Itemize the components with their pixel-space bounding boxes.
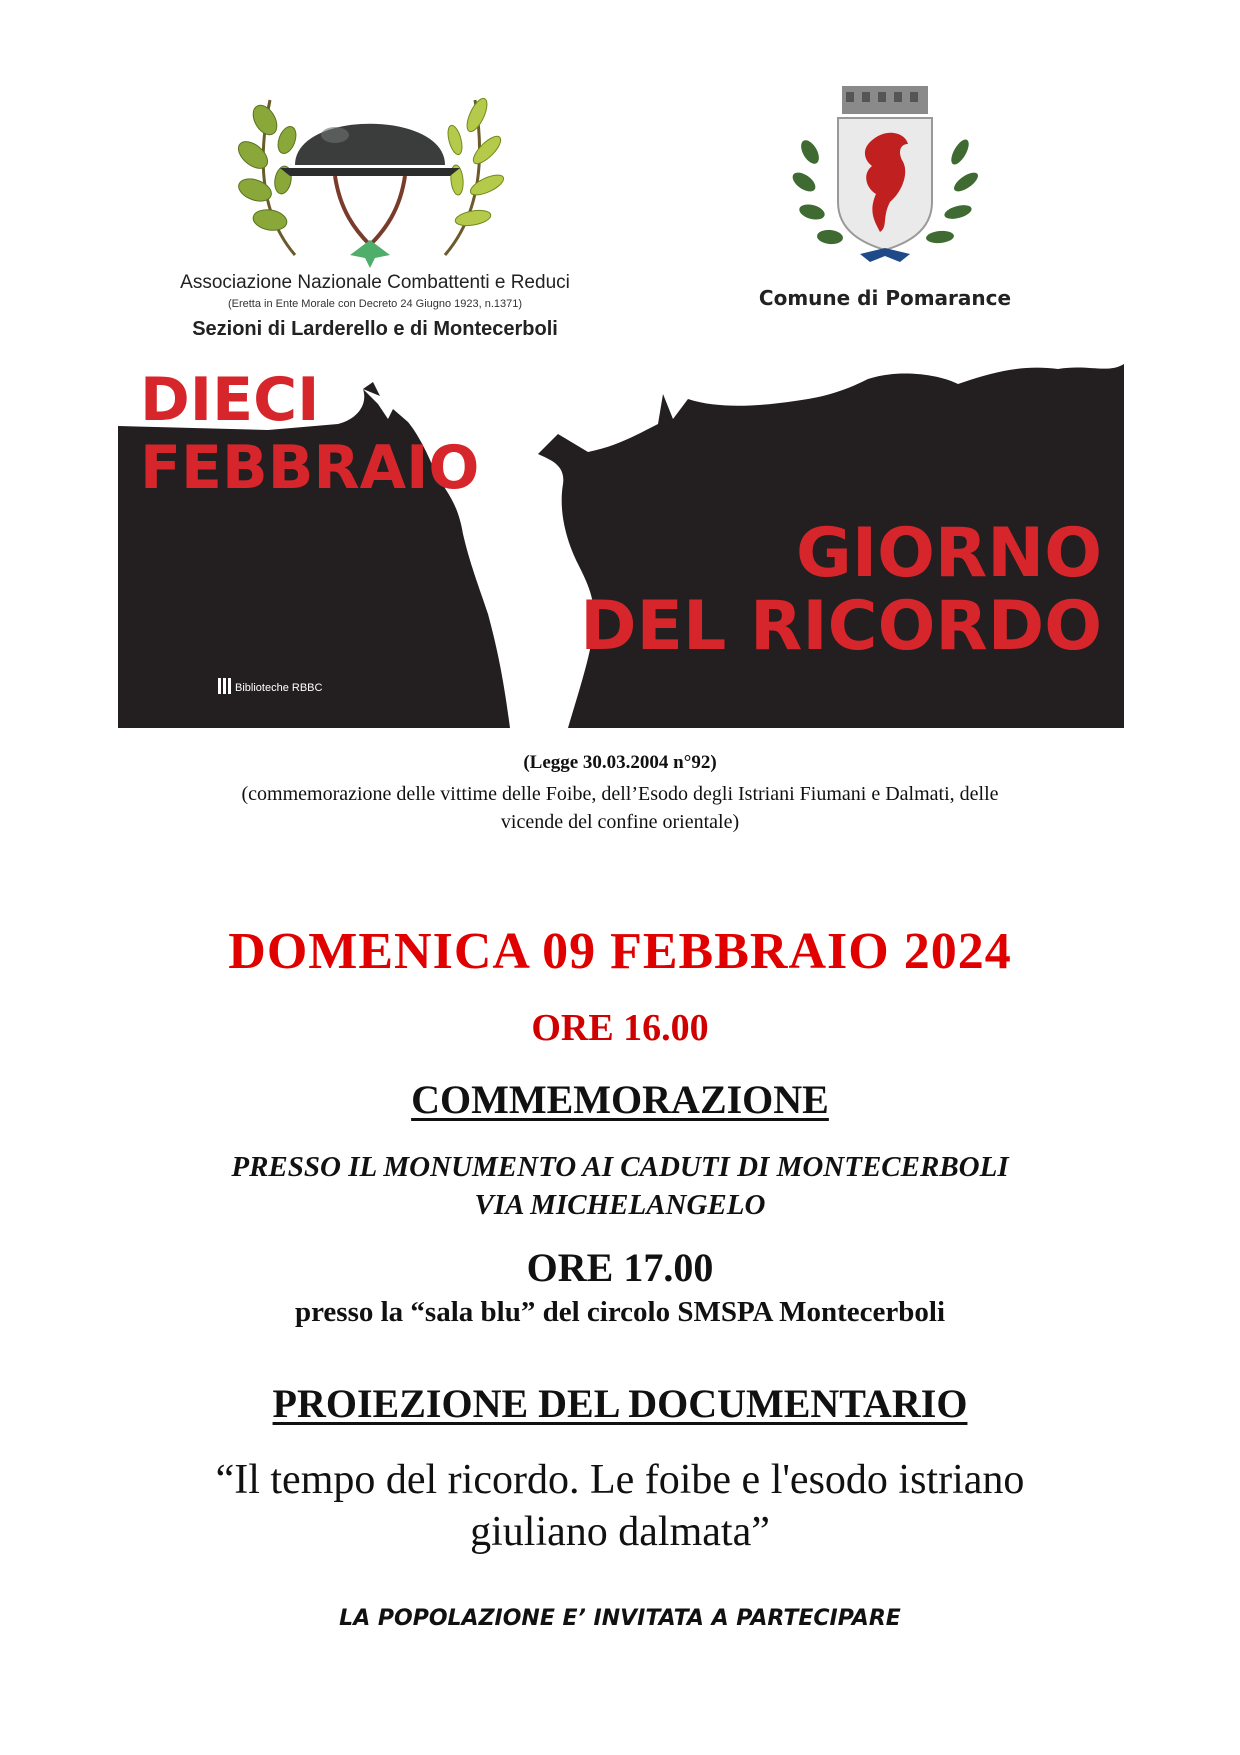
event-title-commemoration-text: COMMEMORAZIONE [411,1077,829,1122]
anc-helmet-wreath-logo [225,80,515,270]
documentary-title-line: “Il tempo del ricordo. Le foibe e l'esodo istriano [215,1457,1025,1503]
banner-credit: Biblioteche RBBC [235,682,323,694]
association-decree: (Eretta in Ente Morale con Decreto 24 Giugno 1923, n.1371) [227,298,523,310]
invitation-text: LA POPOLAZIONE E’ INVITATA A PARTECIPARE [339,1606,901,1631]
pomarance-coat-of-arms [790,82,980,272]
law-description [140,780,1100,836]
event-location-1-line: VIA MICHELANGELO [474,1189,766,1221]
event-date: DOMENICA 09 FEBBRAIO 2024 [228,923,1012,980]
biblioteche-logo-icon [218,678,231,694]
law-description-line: vicende del confine orientale) [500,811,740,833]
association-name: Associazione Nazionale Combattenti e Reduci [180,272,570,293]
event-location-2: presso la “sala blu” del circolo SMSPA Montecerboli [294,1296,946,1328]
event-time-1: ORE 16.00 [531,1007,709,1049]
association-sections: Sezioni di Larderello e di Montecerboli [192,318,558,340]
giorno-del-ricordo-banner [118,364,1124,728]
event-title-commemoration [60,1076,1180,1123]
banner-febbraio: FEBBRAIO [140,433,480,503]
banner-del-ricordo: DEL RICORDO [580,587,1102,666]
law-description-line: (commemorazione delle vittime delle Foibe, dell’Esodo degli Istriani Fiumani e Dalmati, delle [241,783,999,805]
event-location-1 [60,1148,1180,1224]
law-reference: (Legge 30.03.2004 n°92) [523,752,717,773]
event-title-projection-text: PROIEZIONE DEL DOCUMENTARIO [272,1381,968,1426]
event-title-projection [60,1380,1180,1427]
documentary-title [60,1454,1180,1558]
event-location-1-line: PRESSO IL MONUMENTO AI CADUTI DI MONTECERBOLI [231,1151,1009,1183]
event-time-2: ORE 17.00 [526,1245,714,1290]
banner-giorno: GIORNO [796,514,1102,593]
comune-name: Comune di Pomarance [758,286,1012,310]
documentary-title-line: giuliano dalmata” [470,1509,770,1555]
banner-dieci: DIECI [140,365,320,435]
